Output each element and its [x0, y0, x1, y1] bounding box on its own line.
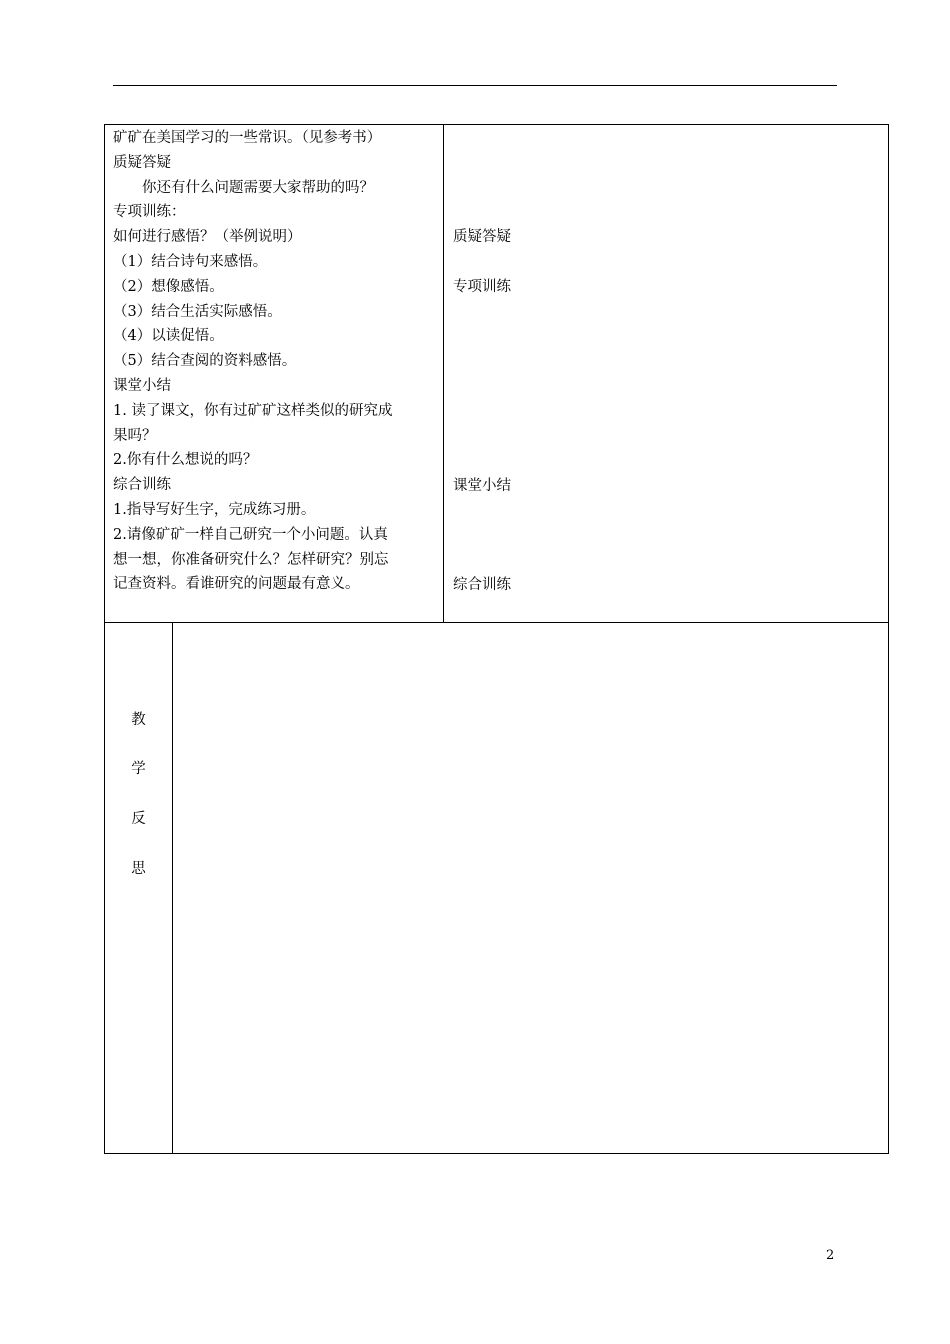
- procedure-line: 1.指导写好生字，完成练习册。: [113, 501, 316, 518]
- procedure-line: 课堂小结: [113, 377, 171, 394]
- procedure-line: 记查资料。看谁研究的问题最有意义。: [113, 576, 360, 593]
- reflection-label-char: 教: [131, 712, 146, 728]
- lesson-procedure-column: [113, 126, 441, 597]
- header-rule: [113, 85, 837, 86]
- procedure-line: （2）想像感悟。: [113, 278, 224, 295]
- reflection-label-char: 思: [131, 861, 146, 877]
- page-number: 2: [826, 1248, 835, 1263]
- procedure-line: 果吗？: [113, 427, 157, 444]
- procedure-line: 2.请像矿矿一样自己研究一个小问题。认真: [113, 526, 388, 543]
- lesson-plan-table: [104, 124, 889, 623]
- section-label: 质疑答疑: [453, 229, 511, 245]
- procedure-line: 你还有什么问题需要大家帮助的吗？: [142, 179, 374, 196]
- reflection-label-char: 学: [131, 761, 146, 777]
- procedure-line: （3）结合生活实际感悟。: [113, 303, 282, 320]
- reflection-content-area: [173, 623, 888, 1153]
- procedure-line: 想一想，你准备研究什么？怎样研究？别忘: [113, 551, 389, 568]
- procedure-line: 质疑答疑: [113, 154, 171, 171]
- section-label: 专项训练: [453, 279, 511, 295]
- teaching-reflection-table: [104, 622, 889, 1154]
- section-label: 综合训练: [453, 577, 511, 593]
- procedure-line: 2.你有什么想说的吗？: [113, 452, 258, 469]
- procedure-line: （5）结合查阅的资料感悟。: [113, 353, 297, 370]
- procedure-line: 矿矿在美国学习的一些常识。（见参考书）: [113, 130, 382, 146]
- procedure-line: 综合训练: [113, 477, 171, 494]
- procedure-line: （1）结合诗句来感悟。: [113, 253, 268, 270]
- section-label: 课堂小结: [453, 478, 511, 494]
- procedure-line: 1. 读了课文，你有过矿矿这样类似的研究成: [113, 402, 393, 419]
- reflection-label-char: 反: [131, 811, 146, 827]
- column-divider: [443, 125, 444, 622]
- procedure-line: 专项训练：: [113, 204, 186, 221]
- procedure-line: （4）以读促悟。: [113, 328, 224, 345]
- procedure-line: 如何进行感悟？（举例说明）: [113, 229, 302, 246]
